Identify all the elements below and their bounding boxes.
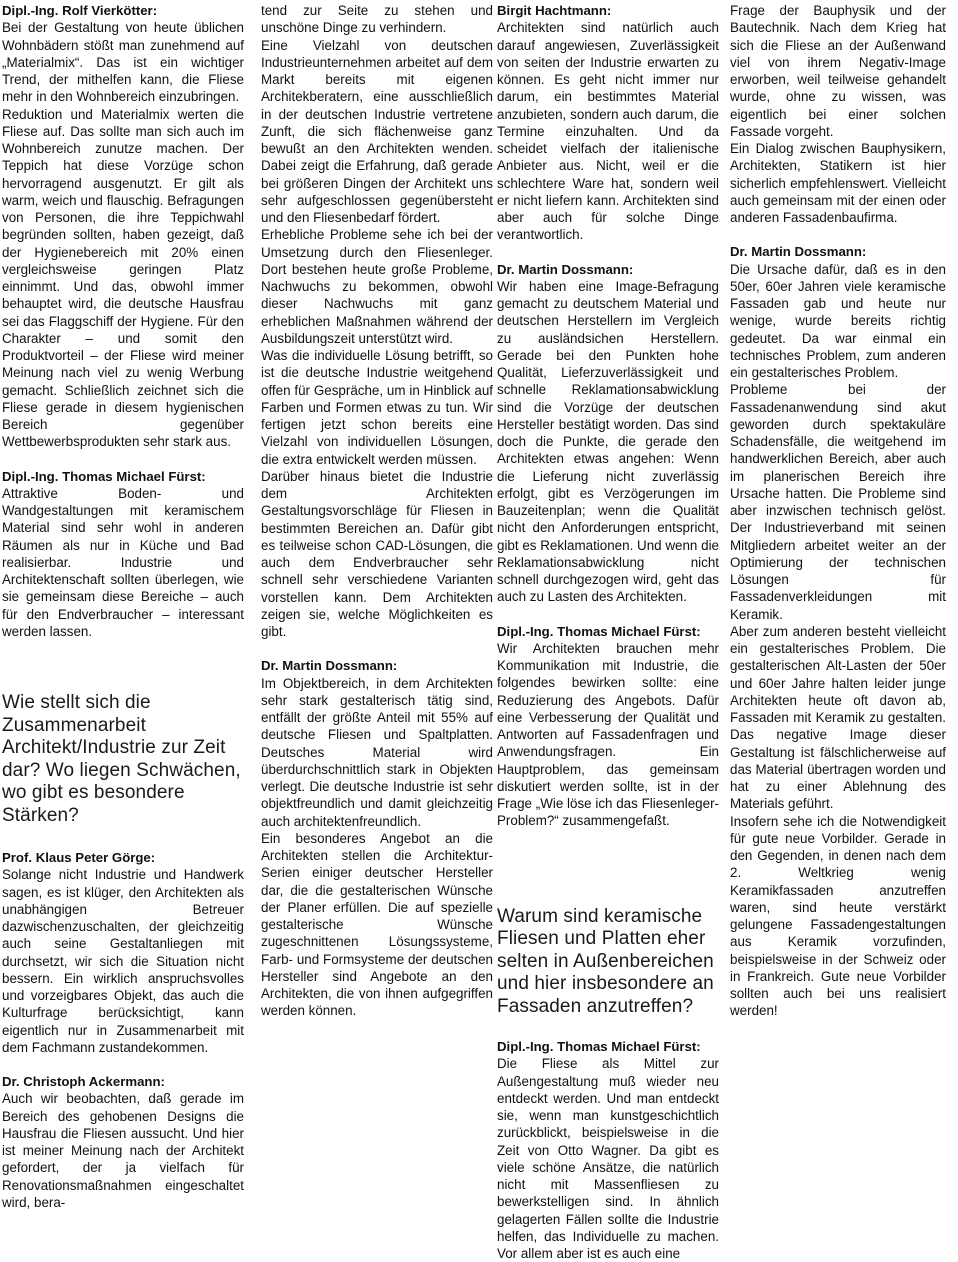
statement-text: Wir haben eine Image-Befragung gemacht zu deutschem Material und deutschen Herstellern im Vergleich zu ausländsichen Herstellern. Gerade bei den Punkten hohe Qualität, Lieferzuverlässigkeit und schnelle Reklamationsabwicklung sind die Vorzüge der deutschen Hersteller bestätigt worden. Das sind doch die Punkte, die gerade den Architekten etwas angehen: Wenn die Lieferung nicht zuverlässig erfolgt, gibt es Verzögerungen im Bauzeitenplan; wenn die Qualität nicht den Anforderungen entspricht, gibt es Reklamationen. Und wenn die Reklamationsabwicklung nicht schnell durchgezogen wird, geht das auch zu Lasten des Architekten.	[497, 278, 719, 605]
speaker-name: Dr. Martin Dossmann:	[730, 244, 867, 260]
statement-text: Wir Architekten brauchen mehr Kommunikation mit Industrie, die folgendes bewirken sollte: eine Reduzierung des Angebots. Dafür eine Verbesserung der Qualität und Antworten auf Fassadenfragen und Anwendungsfragen. Ein Hauptproblem, das gemeinsam diskutiert werden sollte, ist in der Frage „Wie löse ich das Fliesenleger-Problem?“ zusammengefaßt.	[497, 640, 719, 829]
paragraph: Ein Dialog zwischen Bauphysikern, Architekten, Statikern ist hier sicherlich empfehlenswert. Vielleicht auch gemeinsam mit der einen oder anderen Fassadenbaufirma.	[730, 141, 946, 225]
statement-fuerst-3	[497, 1038, 719, 1262]
statement-fuerst-2	[497, 623, 719, 830]
question-heading: Wie stellt sich die Zusammenarbeit Architekt/Industrie zur Zeit dar? Wo liegen Schwächen, wo gibt es besondere Stärken?	[2, 692, 241, 826]
statement-text: Die Fliese als Mittel zur Außengestaltung muß wieder neu entdeckt werden. Und man entdeckt sie, wenn man kunstgeschichtlich zurückblickt, beispielsweise in die Zeit von Otto Wagner. Da gibt es viele schöne Ansätze, die natürlich nicht mit Massenfliesen zu bewerkstelligen sind. In ähnlich gelagerten Fällen sollte die Industrie helfen, das Individuelle zu machen. Vor allem aber ist es auch eine	[497, 1056, 719, 1261]
statement-text: Auch wir beobachten, daß gerade im Bereich des gehobenen Designs die Hausfrau die Fliesen aussucht. Und hier ist meiner Meinung nach der Architekt gefordert, der ja vielfach für Renovationsmaßnahmen eingeschaltet wird, bera-	[2, 1091, 244, 1210]
speaker-name: Prof. Klaus Peter Görge:	[2, 850, 156, 865]
question-heading: Warum sind keramische Fliesen und Platten eher selten in Außenbereichen und hier insbesondere an Fassaden anzutreffen?	[497, 905, 714, 1017]
paragraph: Im Objektbereich, in dem Architekten sehr stark gestalterisch tätig sind, entfällt der größte Anteil mit 55% auf deutsche Fliesen und Spaltplatten. Deutsches Material wird überdurchschnittlich stark in Objekten verlegt. Die deutsche Industrie ist sehr objektfreundlich und damit gleichzeitig auch architektenfreundlich.	[261, 675, 493, 829]
column-1	[2, 2, 244, 1211]
statement-text: Bei der Gestaltung von heute üblichen Wohnbädern stößt man zunehmend auf „Materialmix“. Das ist ein wichtiger Trend, der mithelfen kann, die Fliese mehr in den Wohnbereich einzubringen.	[2, 20, 244, 105]
paragraph: Aber zum anderen besteht vielleicht ein gestalterisches Problem. Die gestalterischen Alt-Lasten der 50er und 60er Jahre halten leider junge Architekten heute oft davon ab, Fassaden mit Keramik zu gestalten. Das negative Image dieser Gestaltung ist fälschlicherweise auf das Material übertragen worden und hat zu einer Ablehnung des Materials geführt.	[730, 623, 946, 812]
statement-ackermann	[2, 1073, 244, 1211]
paragraph: Insofern sehe ich die Notwendigkeit für gute neue Vorbilder. Gerade in den Gegenden, in denen nach dem 2. Weltkrieg wenig Keramikfassaden anzutreffen waren, sind heute verstärkt gelungene Fassadengestaltungen aus Keramik vorzufinden, beispielsweise in der Schweiz oder in Frankreich. Gute neue Vorbilder sollten auch bei uns realisiert werden!	[730, 813, 946, 1019]
paragraph: Frage der Bauphysik und der Bautechnik. Nach dem Krieg hat sich die Fliese an der Außenwand viel von ihrem Negativ-Image erworben, weil teilweise gehandelt wurde, ohne zu wissen, was eigentlich bei einer solchen Fassade vorgeht.	[730, 3, 946, 139]
statement-hachtmann	[497, 2, 719, 244]
speaker-name: Dipl.-Ing. Thomas Michael Fürst:	[497, 623, 701, 639]
paragraph: Die Ursache dafür, daß es in den 50er, 60er Jahren viele keramische Fassaden gab und heute nur wenige, wurde bereits richtig gedeutet. Da war einmal ein technisches Problem, zum anderen ein gestalterisches Problem.	[730, 261, 946, 380]
speaker-name: Dr. Martin Dossmann:	[497, 261, 634, 277]
speaker-name: Dipl.-Ing. Thomas Michael Fürst:	[2, 468, 206, 484]
paragraph: Erhebliche Probleme sehe ich bei der Umsetzung durch den Fliesenleger. Dort bestehen heute große Probleme, Nachwuchs zu bekommen, obwohl dieser Nachwuchs mit ganz erheblichen Maßnahmen während der Ausbildungszeit unterstützt wird.	[261, 227, 493, 346]
statement-goerge	[2, 849, 244, 1056]
speaker-name: Dr. Martin Dossmann:	[261, 658, 398, 674]
column-4	[730, 2, 946, 1020]
paragraph: Probleme bei der Fassadenanwendung sind akut geworden durch spektakuläre Schadensfälle, die weitgehend im handwerklichen Bereich, aber auch im planerischen Bereich ihre Ursache hatten. Die Probleme sind aber inzwischen technisch gelöst. Der Industrieverband mit seinen Mitgliedern arbeitet weiter an der Optimierung der technischen Lösungen für Fassadenverkleidungen mit Keramik.	[730, 382, 946, 622]
statement-text: Architekten sind natürlich auch darauf angewiesen, Zuverlässigkeit von seiten der Industrie erwarten zu können. Es geht nicht immer nur darum, ein bestimmtes Material anzubieten, sondern auch darum, die Termine einzuhalten. Und da scheidet vielfach der italienische Anbieter aus. Nicht, weil er die schlechtere Ware hat, sondern weil er nicht liefern kann. Architekten sind aber auch für solche Dinge verantwortlich.	[497, 20, 719, 243]
statement-text: Solange nicht Industrie und Handwerk sagen, es ist klüger, den Architekten als unabhängigen Betreuer dazwischenzuschalten, der gleichzeitig auch seine Gestaltanliegen mit durchsetzt, wir sich die Situation nicht bessern. Ein wirklich anspruchsvolles und vorzeigbares Objekt, das auch die Kulturfrage berücksichtigt, kann eigentlich nur in Zusammenarbeit mit dem Fachmann zustandekommen.	[2, 867, 244, 1055]
paragraph: Ein besonderes Angebot an die Architekten stellen die Architektur-Serien einiger deutscher Hersteller dar, die die gestalterischen Wünsche der Planer erfüllen. Die auf spezielle gestalterische Wünsche zugeschnittenen Lösungssysteme, Farb- und Formsysteme der deutschen Hersteller sind Angebote an den Architekten, die von ihnen aufgegriffen werden können.	[261, 830, 493, 1019]
statement-text: Attraktive Boden- und Wandgestaltungen mit keramischem Material sind sehr wohl in anderen Räumen als nur in Küche und Bad realisierbar. Industrie und Architektenschaft sollten überlegen, wie sie gemeinsam diese Bereiche – auch für den Endverbraucher – interessant werden lassen.	[2, 485, 244, 639]
speaker-name: Birgit Hachtmann:	[497, 3, 612, 18]
paragraph: Darüber hinaus bietet die Industrie dem Architekten Gestaltungsvorschläge für Fliesen in bestimmten Bereichen an. Dafür gibt es teilweise schon CAD-Lösungen, die auch dem Endverbraucher sehr schnell sehr verschiedene Varianten vorstellen kann. Dem Architekten zeigen sie, welche Möglichkeiten es gibt.	[261, 468, 493, 639]
statement-text: Reduktion und Materialmix werten die Fliese auf. Das sollte man sich auch im Wohnbereich zunutze machen. Der Teppich hat diese Vorzüge schon hervorragend ausgenutzt. Er gilt als warm, weich und flauschig. Befragungen von Personen, die ihre Teppichwahl begründen sollten, haben gezeigt, daß der Hygienebereich mit 20% einen vergleichsweise geringen Platz einnimmt. Und das, obwohl immer behauptet wird, die deutsche Hausfrau sei das Flaggschiff der Hygiene. Für den Charakter – und somit den Produktvorteil – der Fliese wird meiner Meinung nach viel zu wenig Werbung gemacht. Schließlich zeichnet sich die Fliese gerade in diesem hygienischen Bereich gegenüber Wettbewerbsprodukten sehr stark aus.	[2, 106, 244, 450]
paragraph: Eine Vielzahl von deutschen Industrieunternehmen arbeitet auf dem Markt bereits mit eigenen Architekberatern, eine ausschließlich in der deutschen Industrie vertretene Zunft, die sich flächenweise ganz bewußt an den Architekten wenden. Dabei zeigt die Erfahrung, daß gerade bei größeren Dingen der Architekt uns sehr aufgeschlossen gegenübersteht und den Fliesenbedarf fördert.	[261, 37, 493, 225]
speaker-name: Dipl.-Ing. Rolf Vierkötter:	[2, 3, 158, 18]
statement-fuerst	[2, 468, 244, 641]
speaker-name: Dipl.-Ing. Thomas Michael Fürst:	[497, 1039, 701, 1054]
column-3	[497, 2, 719, 1262]
statement-dossmann	[497, 261, 719, 606]
speaker-name: Dr. Christoph Ackermann:	[2, 1074, 165, 1089]
column-2	[261, 2, 493, 1020]
paragraph: tend zur Seite zu stehen und unschöne Dinge zu verhindern.	[261, 3, 493, 36]
paragraph: Was die individuelle Lösung betrifft, so ist die deutsche Industrie weitgehend offen für Gespräche, um in Hinblick auf Farben und Formen etwas zu tun. Wir fertigen jetzt schon bereits eine Vielzahl von individuellen Lösungen, die extra entwickelt werden müssen.	[261, 348, 493, 467]
statement-vierkoetter	[2, 2, 244, 451]
